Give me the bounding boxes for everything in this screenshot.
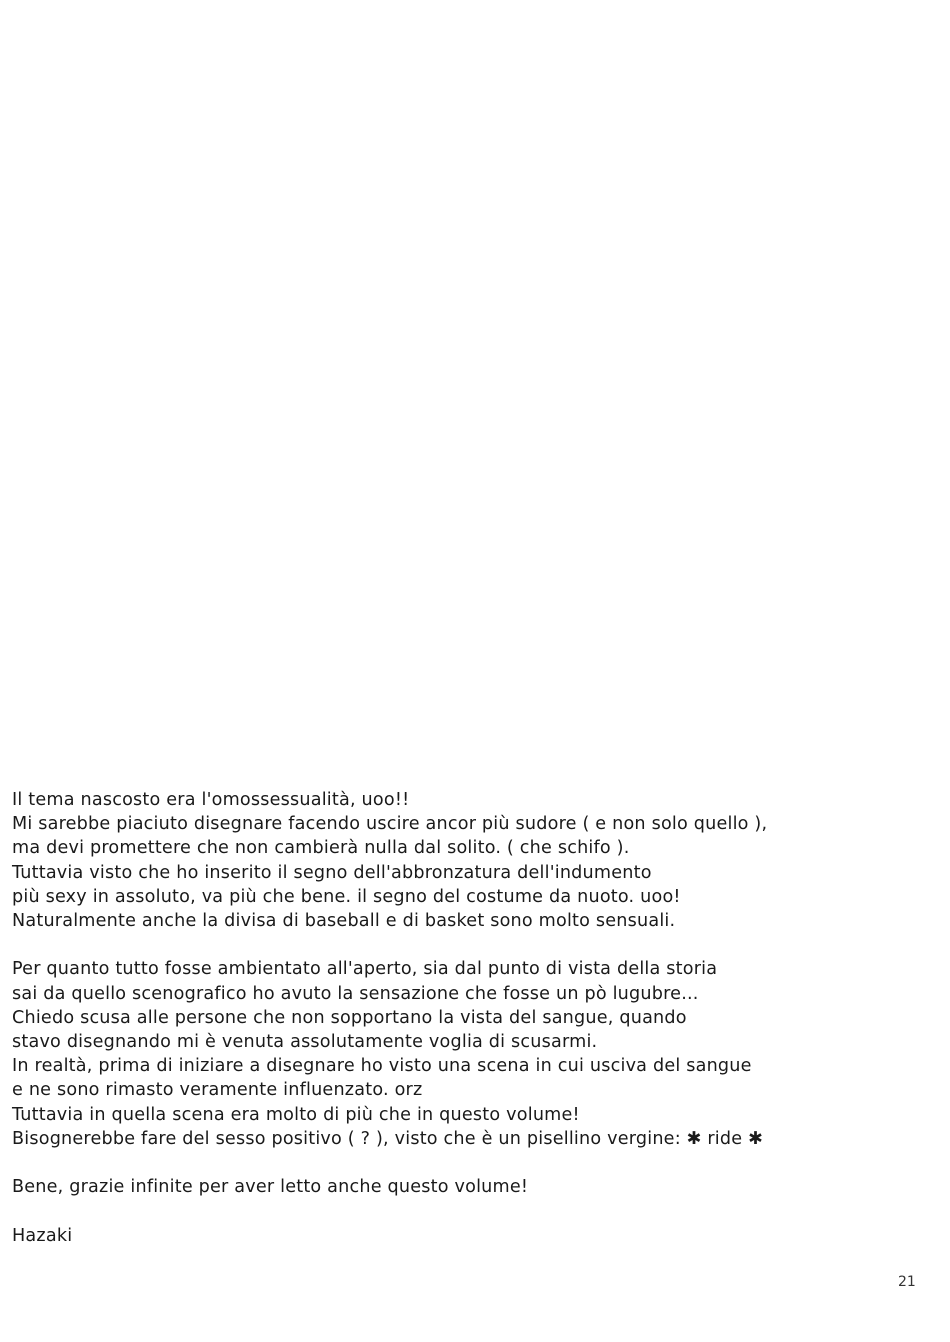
text-line: In realtà, prima di iniziare a disegnare ho visto una scena in cui usciva del sangue <box>12 1056 752 1077</box>
signature: Hazaki <box>12 1225 73 1246</box>
paragraph-setting <box>12 957 912 1151</box>
paragraph-hidden-theme <box>12 788 912 933</box>
text-line: più sexy in assoluto, va più che bene. il segno del costume da nuoto. uoo! <box>12 886 681 907</box>
text-line: Il tema nascosto era l'omossessualità, uoo!! <box>12 790 410 810</box>
text-line: Mi sarebbe piaciuto disegnare facendo uscire ancor più sudore ( e non solo quello ), <box>12 814 768 835</box>
text-line: ma devi promettere che non cambierà nulla dal solito. ( che schifo ). <box>12 838 630 859</box>
paragraph-thanks <box>12 1175 912 1199</box>
text-line: Naturalmente anche la divisa di baseball e di basket sono molto sensuali. <box>12 911 676 932</box>
text-line: Bisognerebbe fare del sesso positivo ( ? ), visto che è un pisellino vergine: ✱ ride ✱ <box>12 1128 764 1149</box>
afterword-text <box>12 788 912 1248</box>
text-line: Tuttavia visto che ho inserito il segno dell'abbronzatura dell'indumento <box>12 862 652 883</box>
text-line: Tuttavia in quella scena era molto di più che in questo volume! <box>12 1104 580 1125</box>
text-line: Per quanto tutto fosse ambientato all'aperto, sia dal punto di vista della storia <box>12 959 718 980</box>
text-line: Bene, grazie infinite per aver letto anche questo volume! <box>12 1177 529 1198</box>
text-line: Chiedo scusa alle persone che non sopportano la vista del sangue, quando <box>12 1007 687 1028</box>
text-line: stavo disegnando mi è venuta assolutamente voglia di scusarmi. <box>12 1032 598 1053</box>
text-line: e ne sono rimasto veramente influenzato. orz <box>12 1080 423 1101</box>
text-line: sai da quello scenografico ho avuto la sensazione che fosse un pò lugubre... <box>12 983 699 1004</box>
page-number: 21 <box>898 1274 916 1290</box>
